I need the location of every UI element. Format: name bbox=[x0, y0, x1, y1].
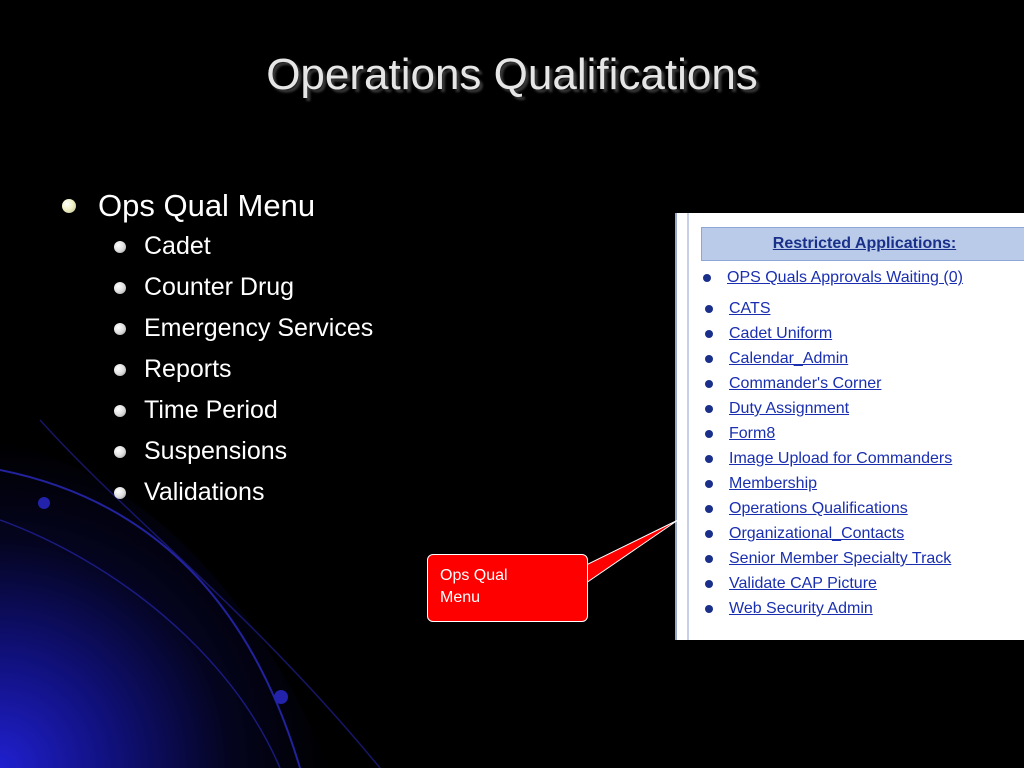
link-organizational-contacts[interactable] bbox=[705, 525, 904, 543]
link-bullet-icon bbox=[705, 430, 713, 438]
link-bullet-icon bbox=[705, 405, 713, 413]
link-text[interactable]: Calendar_Admin bbox=[729, 350, 849, 367]
link-form8[interactable] bbox=[705, 425, 775, 443]
callout-line-2: Menu bbox=[440, 589, 481, 606]
link-text[interactable]: Membership bbox=[729, 475, 818, 492]
link-bullet-icon bbox=[705, 530, 713, 538]
bullet-list bbox=[62, 186, 373, 513]
link-image-upload[interactable] bbox=[705, 450, 952, 468]
bullet-ops-qual-menu bbox=[62, 186, 373, 226]
bullet-icon bbox=[114, 282, 126, 294]
sub-bullet-text: Reports bbox=[144, 355, 232, 383]
link-text[interactable]: CATS bbox=[729, 300, 771, 317]
bullet-icon bbox=[62, 199, 76, 213]
link-bullet-icon bbox=[705, 480, 713, 488]
link-cats[interactable] bbox=[705, 300, 770, 318]
bullet-icon bbox=[114, 364, 126, 376]
sub-bullet-text: Validations bbox=[144, 478, 265, 506]
link-text[interactable]: Organizational_Contacts bbox=[729, 525, 905, 542]
link-text[interactable]: Web Security Admin bbox=[729, 600, 873, 617]
slide-title: Operations Qualifications bbox=[266, 50, 758, 99]
link-bullet-icon bbox=[703, 274, 711, 282]
bullet-icon bbox=[114, 241, 126, 253]
link-bullet-icon bbox=[705, 380, 713, 388]
sub-bullet-suspensions bbox=[62, 431, 373, 472]
link-text[interactable]: OPS Quals Approvals Waiting (0) bbox=[727, 269, 963, 286]
bullet-icon bbox=[114, 446, 126, 458]
sub-bullet-text: Time Period bbox=[144, 396, 278, 424]
link-calendar-admin[interactable] bbox=[705, 350, 848, 368]
link-membership[interactable] bbox=[705, 475, 817, 493]
sub-bullet-emergency-services bbox=[62, 308, 373, 349]
link-web-security-admin[interactable] bbox=[705, 600, 873, 618]
link-bullet-icon bbox=[705, 355, 713, 363]
link-text[interactable]: Form8 bbox=[729, 425, 776, 442]
restricted-applications-panel bbox=[675, 213, 1024, 640]
link-text[interactable]: Duty Assignment bbox=[729, 400, 850, 417]
callout-line-1: Ops Qual bbox=[440, 567, 508, 584]
link-bullet-icon bbox=[705, 305, 713, 313]
link-text[interactable]: Validate CAP Picture bbox=[729, 575, 877, 592]
sub-bullet-text: Cadet bbox=[144, 232, 211, 260]
sub-bullet-cadet bbox=[62, 226, 373, 267]
link-text[interactable]: Commander's Corner bbox=[729, 375, 882, 392]
link-cadet-uniform[interactable] bbox=[705, 325, 832, 343]
bullet-icon bbox=[114, 487, 126, 499]
link-bullet-icon bbox=[705, 555, 713, 563]
sub-bullet-text: Suspensions bbox=[144, 437, 288, 465]
link-duty-assignment[interactable] bbox=[705, 400, 849, 418]
link-bullet-icon bbox=[705, 505, 713, 513]
sub-bullet-text: Counter Drug bbox=[144, 273, 295, 301]
link-bullet-icon bbox=[705, 330, 713, 338]
panel-border bbox=[687, 213, 689, 640]
link-text[interactable]: Image Upload for Commanders bbox=[729, 450, 953, 467]
link-commanders-corner[interactable] bbox=[705, 375, 881, 393]
bullet-icon bbox=[114, 323, 126, 335]
link-text[interactable]: Cadet Uniform bbox=[729, 325, 833, 342]
panel-header: Restricted Applications: bbox=[701, 227, 1024, 261]
link-bullet-icon bbox=[705, 455, 713, 463]
sub-bullet-time-period bbox=[62, 390, 373, 431]
link-text[interactable]: Senior Member Specialty Track bbox=[729, 550, 952, 567]
bullet-icon bbox=[114, 405, 126, 417]
link-bullet-icon bbox=[705, 580, 713, 588]
link-ops-quals-approvals[interactable] bbox=[703, 269, 963, 287]
sub-bullet-validations bbox=[62, 472, 373, 513]
link-validate-cap-picture[interactable] bbox=[705, 575, 877, 593]
sub-bullet-list bbox=[62, 226, 373, 513]
sub-bullet-text: Emergency Services bbox=[144, 314, 374, 342]
link-operations-qualifications[interactable] bbox=[705, 500, 908, 518]
link-bullet-icon bbox=[705, 605, 713, 613]
sub-bullet-reports bbox=[62, 349, 373, 390]
callout-box bbox=[427, 554, 588, 622]
link-senior-member-specialty-track[interactable] bbox=[705, 550, 951, 568]
bullet-text: Ops Qual Menu bbox=[98, 188, 316, 223]
sub-bullet-counter-drug bbox=[62, 267, 373, 308]
link-text[interactable]: Operations Qualifications bbox=[729, 500, 908, 517]
